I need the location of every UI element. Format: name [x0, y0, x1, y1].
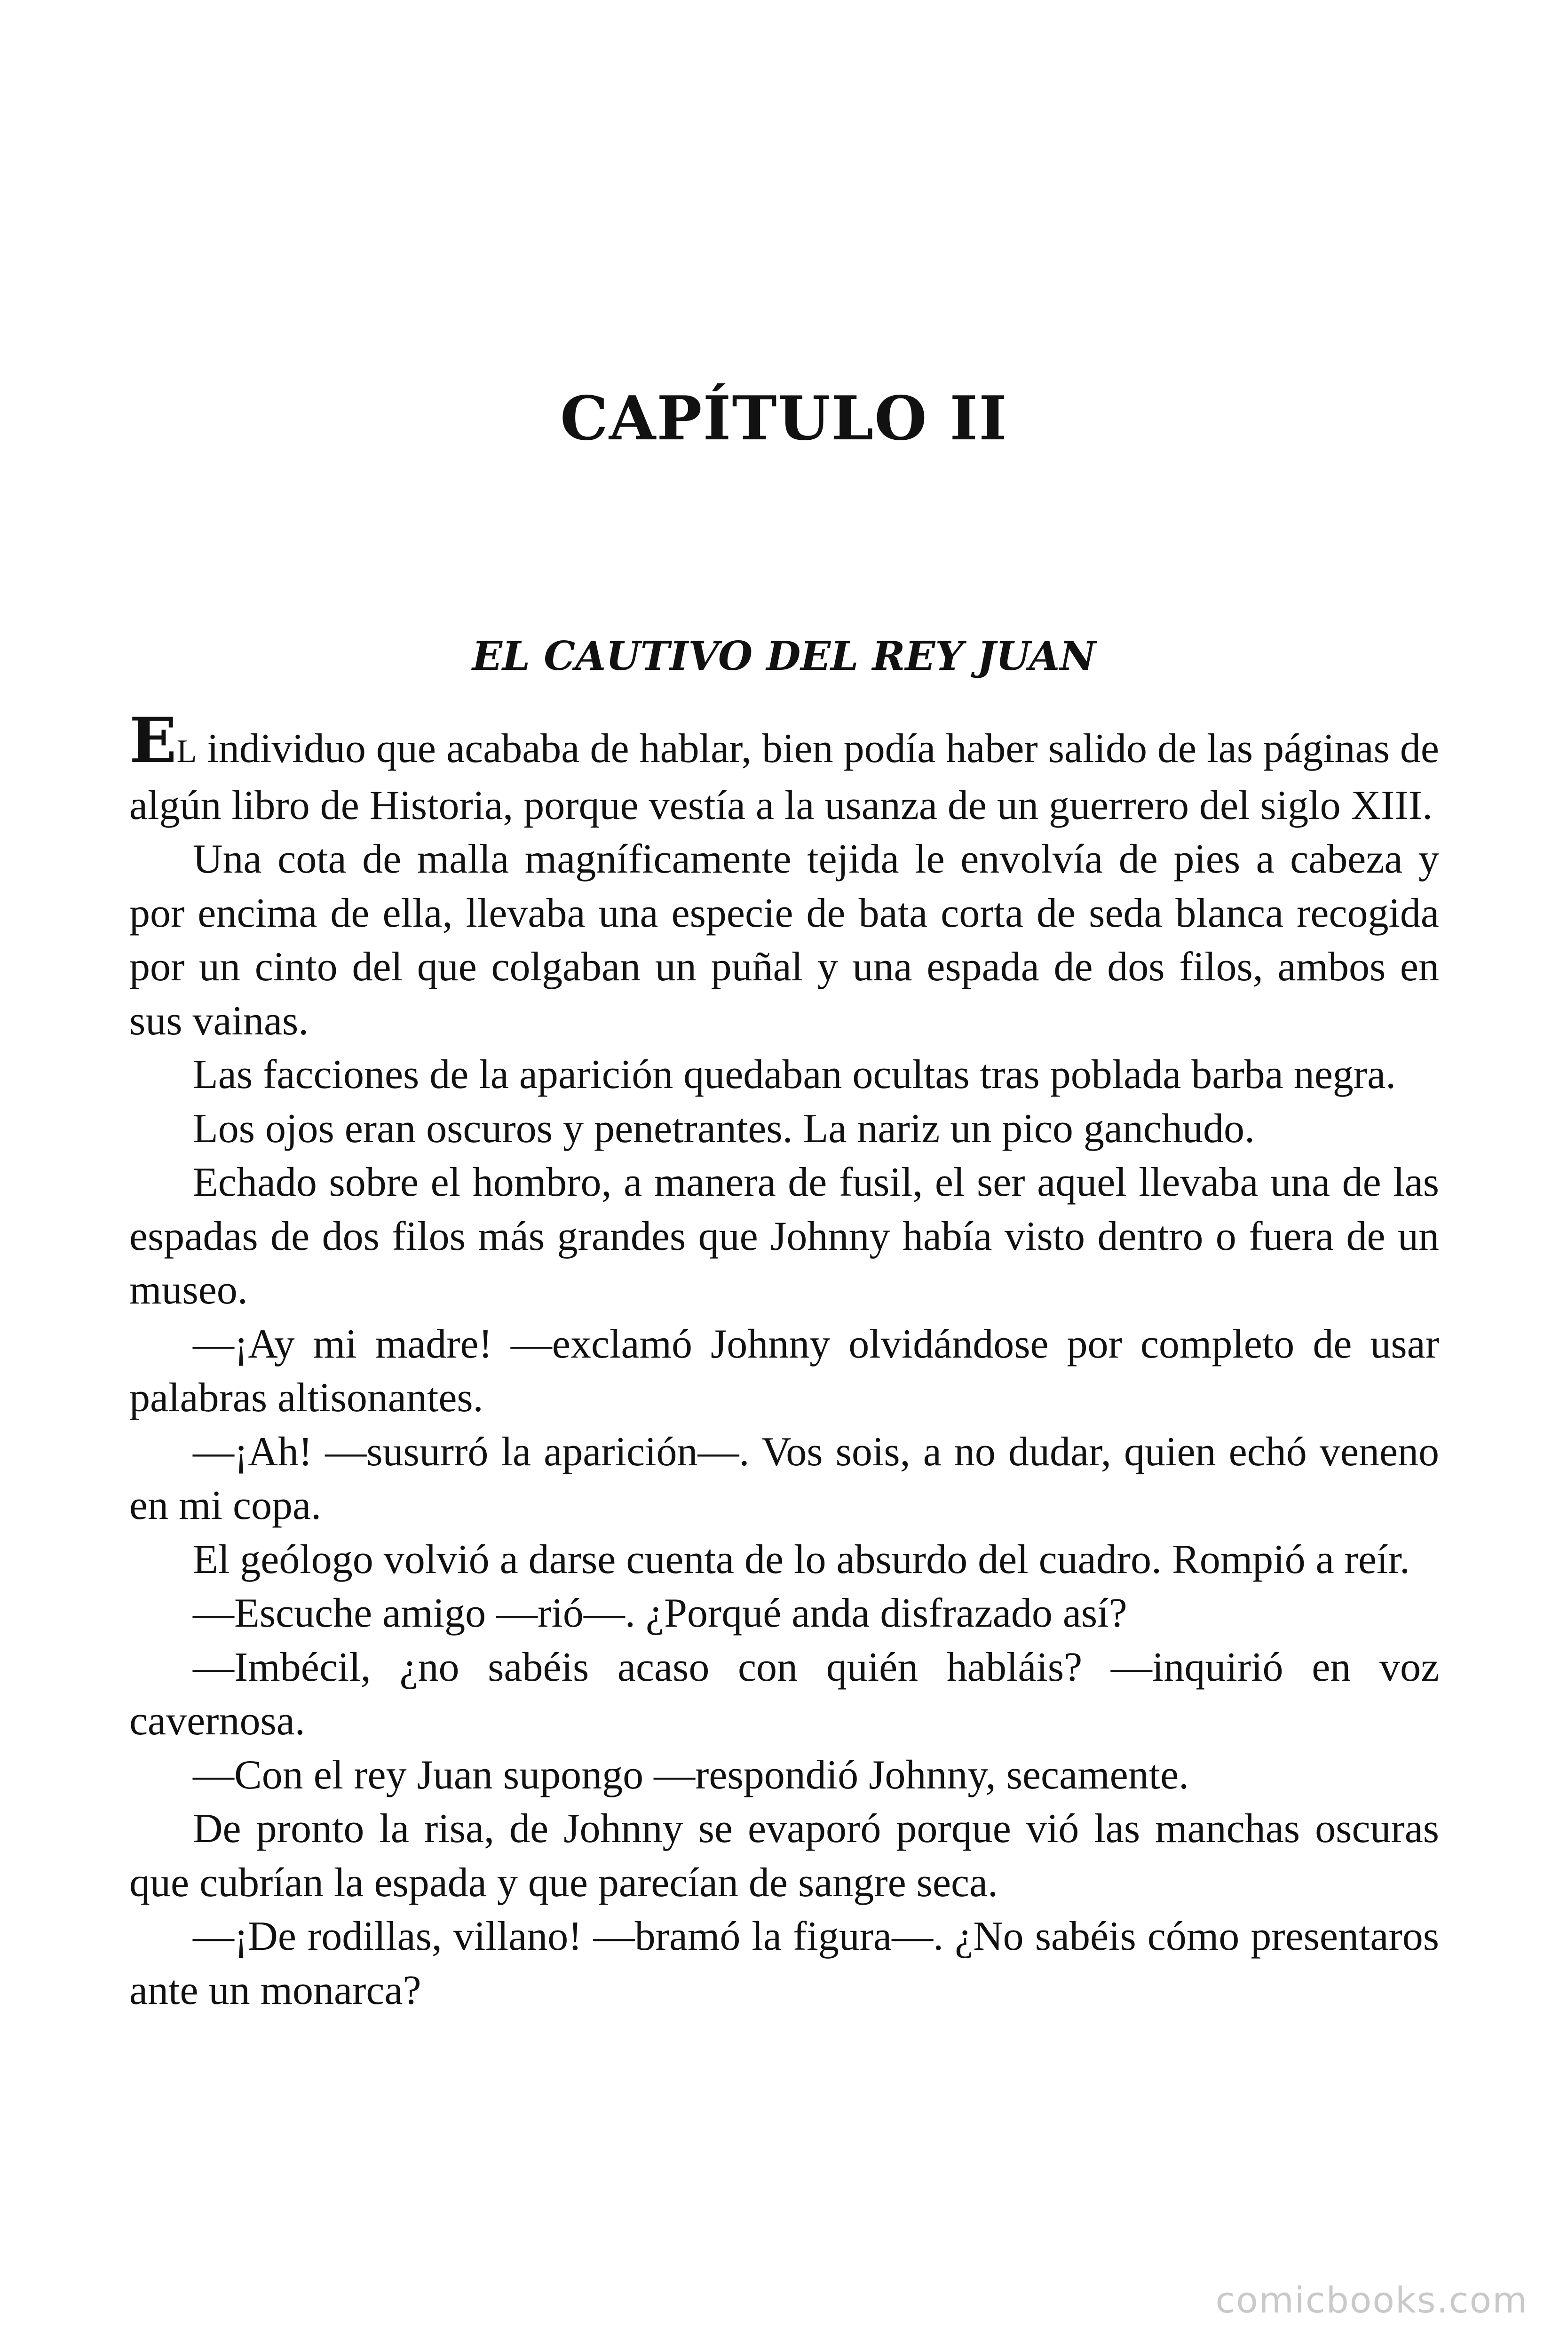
drop-cap: E	[129, 704, 177, 777]
chapter-title: CAPÍTULO II	[560, 383, 1008, 454]
paragraph: Una cota de malla magníficamente tejida le envolvía de pies a cabeza y por encima de ella, llevaba una especie de bata corta de seda blanca recogida por un cinto del que colgaban un puñal y una espada de dos filos, ambos en sus vainas.	[129, 836, 1439, 1044]
paragraph: Los ojos eran oscuros y penetrantes. La nariz un pico ganchudo.	[193, 1105, 1255, 1152]
small-caps-letter: L	[176, 733, 197, 770]
paragraph: —Escuche amigo —rió—. ¿Porqué anda disfrazado así?	[193, 1590, 1127, 1636]
first-paragraph	[129, 704, 1439, 833]
paragraph: —¡De rodillas, villano! —bramó la figura—. ¿No sabéis cómo presentaros ante un monarca?	[129, 1914, 1439, 2013]
watermark: comicbooks.com	[1215, 2279, 1528, 2321]
paragraph: —Imbécil, ¿no sabéis acaso con quién habláis? —inquirió en voz cavernosa.	[129, 1644, 1439, 1744]
chapter-body	[129, 704, 1439, 2018]
paragraph: —¡Ay mi madre! —exclamó Johnny olvidándose por completo de usar palabras altisonantes.	[129, 1321, 1439, 1421]
paragraph: De pronto la risa, de Johnny se evaporó porque vió las manchas oscuras que cubrían la espada y que parecían de sangre seca.	[129, 1806, 1439, 1906]
paragraph: —Con el rey Juan supongo —respondió Johnny, secamente.	[193, 1752, 1189, 1798]
paragraph: Echado sobre el hombro, a manera de fusil, el ser aquel llevaba una de las espadas de dos filos más grandes que Johnny había visto dentro o fuera de un museo.	[129, 1160, 1439, 1313]
paragraph: —¡Ah! —susurró la aparición—. Vos sois, a no dudar, quien echó veneno en mi copa.	[129, 1429, 1439, 1528]
paragraph: El geólogo volvió a darse cuenta de lo absurdo del cuadro. Rompió a reír.	[193, 1536, 1410, 1582]
first-paragraph-text: individuo que acababa de hablar, bien podía haber salido de las páginas de algún libro de Historia, porque vestía a la usanza de un guerrero del siglo XIII.	[129, 726, 1439, 828]
chapter-subtitle: EL CAUTIVO DEL REY JUAN	[472, 633, 1096, 679]
paragraph: Las facciones de la aparición quedaban ocultas tras poblada barba negra.	[193, 1052, 1396, 1097]
